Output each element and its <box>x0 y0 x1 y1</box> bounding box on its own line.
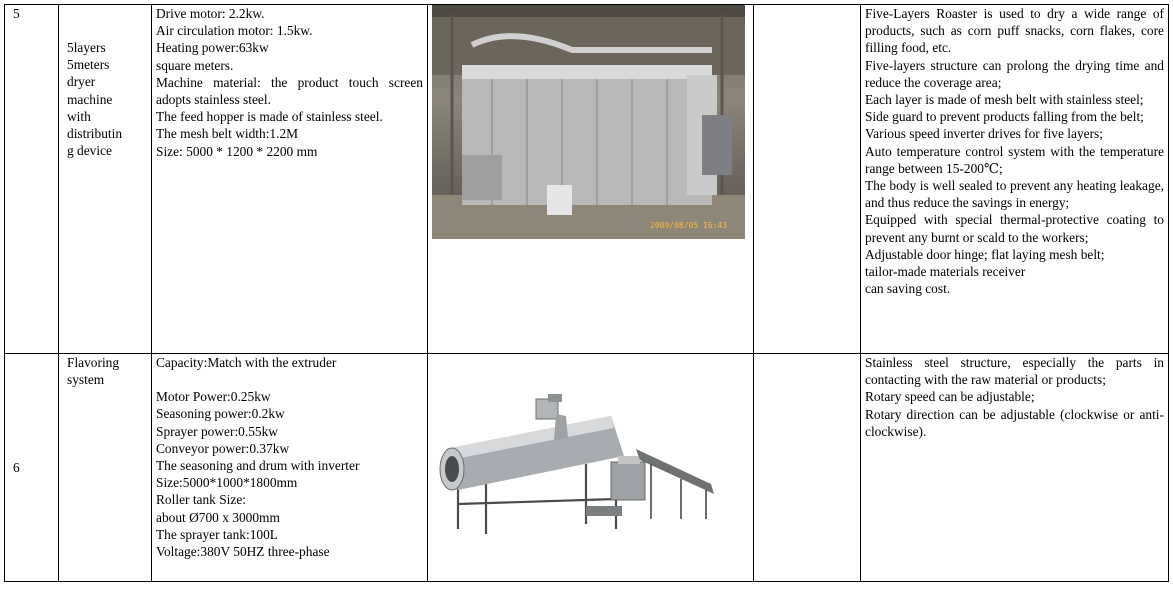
feature-line: Each layer is made of mesh belt with stainless steel; <box>865 92 1144 108</box>
table-row <box>5 5 1169 354</box>
feature-line: Five-layers structure can prolong the drying time and reduce the coverage area; <box>865 57 1164 90</box>
spec-line: The seasoning and drum with inverter <box>156 458 360 474</box>
spec-line: Seasoning power:0.2kw <box>156 406 285 422</box>
spec-line: Air circulation motor: 1.5kw. <box>156 23 313 39</box>
spec-line: Motor Power:0.25kw <box>156 389 271 405</box>
flavoring-drum-photo <box>436 394 716 544</box>
feature-line: Adjustable door hinge; flat laying mesh belt; <box>865 246 1105 262</box>
equipment-name: Flavoring system <box>59 354 152 582</box>
blank-cell <box>754 5 861 354</box>
feature-line: Rotary direction can be adjustable (clockwise or anti-clockwise). <box>865 406 1164 439</box>
spec-line: The mesh belt width:1.2M <box>156 126 299 142</box>
spec-line: Conveyor power:0.37kw <box>156 440 290 456</box>
spec-line: Size: 5000 * 1200 * 2200 mm <box>156 143 318 159</box>
feature-list <box>861 5 1169 354</box>
feature-line: Equipped with special thermal-protective coating to prevent any burnt or scald to the workers; <box>865 212 1164 245</box>
spec-spacer <box>156 371 423 388</box>
feature-list <box>861 354 1169 582</box>
spec-list <box>152 354 428 582</box>
product-photo-cell <box>428 354 754 582</box>
spec-line: Heating power:63kw <box>156 40 269 56</box>
spec-line: Roller tank Size: <box>156 492 246 508</box>
spec-line: square meters. <box>156 57 234 73</box>
feature-line: The body is well sealed to prevent any heating leakage, and thus reduce the savings in energy; <box>865 178 1164 211</box>
spec-line: The sprayer tank:100L <box>156 526 278 542</box>
spec-line: Drive motor: 2.2kw. <box>156 6 265 21</box>
feature-line: Side guard to prevent products falling from the belt; <box>865 109 1144 125</box>
feature-line: Auto temperature control system with the temperature range between 15-200℃; <box>865 143 1164 176</box>
spec-line: The feed hopper is made of stainless steel. <box>156 109 383 125</box>
feature-line: Stainless steel structure, especially the parts in contacting with the raw material or products; <box>865 355 1164 388</box>
photo-timestamp: 2009/08/05 16:43 <box>650 221 728 230</box>
spec-line: Size:5000*1000*1800mm <box>156 475 298 491</box>
spec-line: Machine material: the product touch screen adopts stainless steel. <box>156 74 423 108</box>
feature-line: tailor-made materials receiver <box>865 264 1026 280</box>
feature-line: can saving cost. <box>865 281 951 297</box>
feature-line: Rotary speed can be adjustable; <box>865 389 1035 405</box>
spec-line: Sprayer power:0.55kw <box>156 423 278 439</box>
product-photo-cell <box>428 5 754 354</box>
equipment-spec-table <box>4 4 1169 582</box>
feature-line: Various speed inverter drives for five layers; <box>865 126 1103 142</box>
feature-line: Five-Layers Roaster is used to dry a wide range of products, such as corn puff snacks, corn flakes, core filling food, etc. <box>865 6 1164 56</box>
spec-line: Voltage:380V 50HZ three-phase <box>156 544 330 560</box>
blank-cell <box>754 354 861 582</box>
row-number: 5 <box>5 5 59 354</box>
spec-line: about Ø700 x 3000mm <box>156 509 280 525</box>
dryer-machine-photo <box>432 5 745 239</box>
spec-list <box>152 5 428 354</box>
table-row <box>5 354 1169 582</box>
spec-line: Capacity:Match with the extruder <box>156 355 337 370</box>
row-number: 6 <box>5 354 59 582</box>
equipment-name: 5layers 5meters dryer machine with distributin g device <box>59 5 152 354</box>
